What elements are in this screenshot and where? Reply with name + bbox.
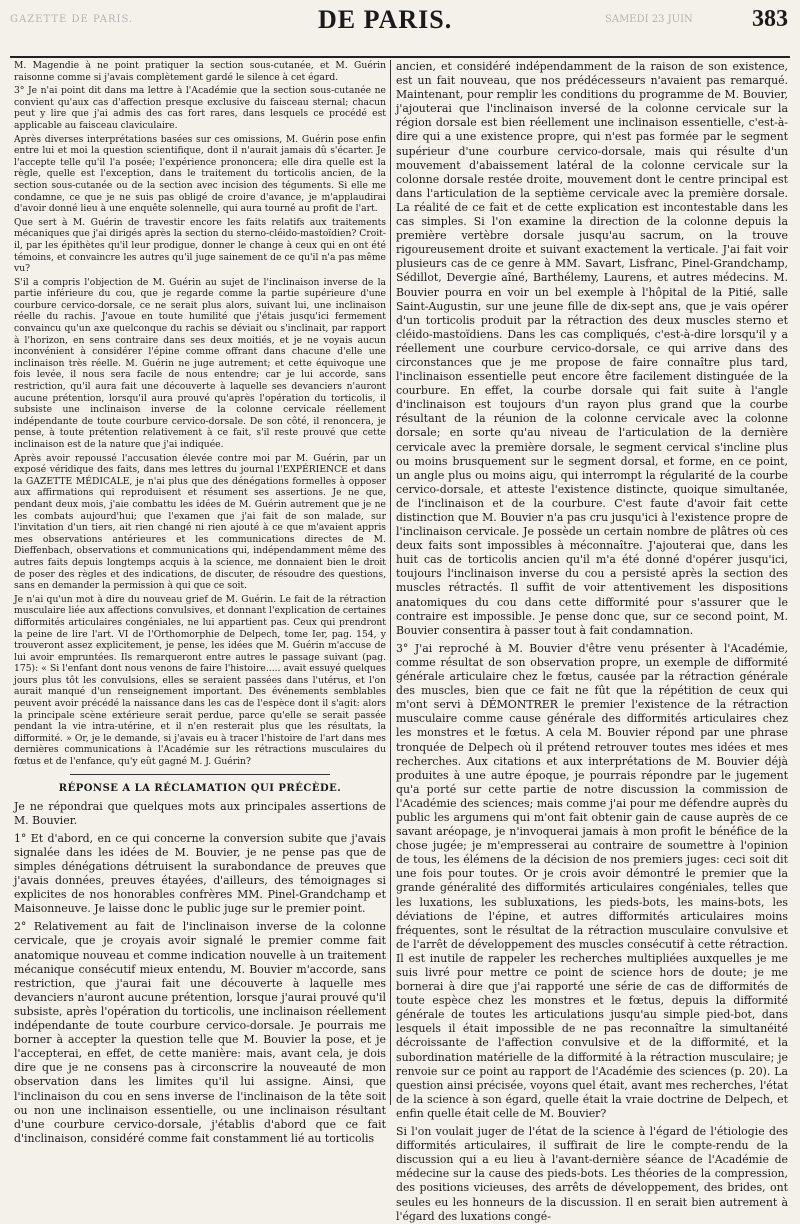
left-small-paragraph: Après avoir repoussé l'accusation élevée contre moi par M. Guérin, par un exposé véridique des faits, dans mes lettres du journal l'EXPÉRIENCE et dans la GAZETTE MÉDICALE, je n'ai plus que des dénégations formelles à opposer aux affirmations qui reproduisent et résument ses assertions. Je ne que, pendant deux mois, j'aie combattu les idées de M. Guérin autrement que je ne les combats aujourd'hui; que l'examen que j'ai fait de son malade, sur l'invitation d'un tiers, ait rien changé ni rien ajouté à ce que m'avaient appris mes observations antérieures et les communications directes de M. Dieffenbach, observations et communications qui, indépendamment même des autres faits depuis longtemps acquis à la science, me donnaient bien le droit de poser des règles et des indications, de discuter, de résoudre des questions, sans en demander la permission à qui que ce soit. <box>14 452 386 592</box>
left-small-paragraph: S'il a compris l'objection de M. Guérin au sujet de l'inclinaison inverse de la partie inférieure du cou, que je regarde comme la partie supérieure d'une courbure cervico-dorsale, ce ne serait plus alors, suivant lui, une inclinaison réelle du rachis. J'avoue en toute humilité que j'étais jusqu'ici fermement convaincu qu'un axe quelconque du rachis se déviait ou s'inclinait, par rapport à l'horizon, en sens contraire dans ses deux moitiés, et je ne voyais aucun inconvénient à considérer l'épine comme offrant dans chacune d'elle une inclinaison très réelle. M. Guérin ne juge autrement; et cette équivoque une fois levée, il nous sera facile de nous entendre; car je lui accorde, sans restriction, qu'il aura fait une découverte à laquelle ses devanciers n'auront aucune prétention, lorsqu'il aura prouvé qu'après l'opération du torticolis, il subsiste une inclinaison inverse de la colonne cervicale réellement indépendante de toute courbure cervico-dorsale. De son côté, il renoncera, je pense, à toute prétention relativement à ce fait, s'il reste prouvé que cette inclinaison est de la nature que j'ai indiquée. <box>14 276 386 450</box>
left-column <box>14 60 386 1145</box>
left-small-paragraph: Je n'ai qu'un mot à dire du nouveau grief de M. Guérin. Le fait de la rétraction musculaire liée aux affections convulsives, et donnant l'explication de certaines difformités articulaires congéniales, ne lui appartient pas. Ceux qui prendront la peine de lire l'art. VI de l'Orthomorphie de Delpech, tome Ier, pag. 154, y trouveront assez explicitement, je pense, les idées que M. Guérin m'accuse de lui avoir empruntées. Ils remarqueront entre autres le passage suivant (pag. 175): « Si l'enfant dont nous venons de faire l'histoire..... avait essuyé quelques jours plus tôt les convulsions, elles se seraient passées dans l'utérus, et l'on aurait manqué d'un renseignement important. Des événements semblables peuvent avoir précédé la naissance dans les cas de l'espèce dont il s'agit: alors la principale scène extérieure serait perdue, parce qu'elle se serait passée pendant la vie intra-utérine, et il n'en resterait plus que les résultats, la difformité. » Or, je le demande, si j'avais eu à tracer l'histoire de l'art dans mes dernières communications à l'Académie sur les rétractions musculaires du fœtus et de l'enfance, qu'y eût gagné M. J. Guérin? <box>14 593 386 768</box>
header-rule <box>10 56 790 58</box>
column-divider <box>390 60 391 1105</box>
left-small-paragraph: Après diverses interprétations basées sur ces omissions, M. Guérin pose enfin entre lui et moi la question scientifique, dont il n'aurait jamais dû s'écarter. Je l'accepte telle qu'il l'a posée; l'expérience prononcera; elle dira quelle est la règle, quelle est l'exception, dans le traitement du torticolis ancien, de la section sous-cutanée ou de la section avec incision des téguments. Si elle me condamne, ce que je ne suis pas obligé de croire d'avance, je m'applaudirai d'avoir donné lieu à une enquête solennelle, qui aura tourné au profit de l'art. <box>14 133 386 215</box>
right-paragraph: ancien, et considéré indépendamment de la raison de son existence, est un fait nouveau, que nos prédécesseurs n'avaient pas remarqué. Maintenant, pour remplir les conditions du programme de M. Bouvier, j'ajouterai que l'inclinaison inversé de la colonne cervicale sur la région dorsale est bien réellement une inclinaison essentielle, c'est-à-dire qui a une existence propre, qui n'est pas formée par le segment supérieur d'une courbure cervico-dorsale, mais qui résulte d'un mouvement d'abaissement latéral de la colonne cervicale sur la colonne dorsale restée droite, mouvement dont le centre principal est dans l'articulation de la septième cervicale avec la première dorsale. La réalité de ce fait et de cette explication est incontestable dans les cas simples. Si l'on examine la direction de la colonne depuis la première vertèbre dorsale jusqu'au sacrum, on la trouve rigoureusement droite et suivant exactement la verticale. J'ai fait voir plusieurs cas de ce genre à MM. Savart, Lisfranc, Pinel-Grandchamp, Sédillot, Devergie aîné, Barthélemy, Laurens, et autres médecins. M. Bouvier pourra en voir un bel exemple à l'hôpital de la Pitié, salle Saint-Augustin, sur une jeune fille de dix-sept ans, que je vais opérer d'un torticolis produit par la rétraction des deux muscles sterno et cléido-mastoïdiens. Dans les cas compliqués, c'est-à-dire lorsqu'il y a réellement une courbure cervico-dorsale, ce qui arrive dans des circonstances que je me propose de faire connaître plus tard, l'inclinaison essentielle peut encore être facilement distinguée de la courbure. En effet, la courbe dorsale qui fait suite à l'angle d'inclinaison est toujours d'un rayon plus grand que la courbe résultant de la réunion de la colonne cervicale avec la colonne dorsale; en sorte qu'au niveau de l'articulation de la dernière cervicale avec la première dorsale, le segment cervical s'incline plus ou moins brusquement sur le segment dorsal, et forme, en ce point, un angle plus ou moins aigu, qui interrompt la régularité de la courbe cervico-dorsale, et atteste l'existence distincte, quoique simultanée, de l'inclinaison et de la courbure. C'est faute d'avoir fait cette distinction que M. Bouvier n'a pas cru jusqu'ici à l'existence propre de l'inclinaison cervicale. Je possède un certain nombre de plâtres où ces deux faits sont impossibles à méconnaître. J'ajouterai que, dans les huit cas de torticolis ancien qu'il m'a été donné d'opérer jusqu'ici, toujours l'inclinaison inverse du cou a persisté après la section des muscles rétractés. Il suffit de voir attentivement les dispositions anatomiques du cou dans cette difformité pour s'assurer que le contraire est impossible. Je pense donc que, sur ce second point, M. Bouvier consentira à passer tout à fait condamnation. <box>396 60 788 637</box>
masthead-title: DE PARIS. <box>318 5 453 34</box>
reply-heading: RÉPONSE A LA RÉCLAMATION QUI PRÉCÈDE. <box>58 782 342 794</box>
bleed-through-date: SAMEDI 23 JUIN <box>605 14 693 25</box>
left-small-paragraph: M. Magendie à ne point pratiquer la section sous-cutanée, et M. Guérin raisonne comme si j'avais complètement gardé le silence à cet égard. <box>14 60 386 83</box>
left-small-paragraph: 3° Je n'ai point dit dans ma lettre à l'Académie que la section sous-cutanée ne convient qu'aux cas d'affection presque exclusive du faisceau sternal; chacun peut y lire que j'ai admis des cas fort rares, dans lesquels ce procédé est applicable au faisceau claviculaire. <box>14 85 386 131</box>
right-paragraph: Si l'on voulait juger de l'état de la science à l'égard de l'étiologie des difformités articulaires, il suffirait de lire le compte-rendu de la discussion qui a eu lieu à l'avant-dernière séance de l'Académie de médecine sur la cause des pieds-bots. Les théories de la compression, des positions vicieuses, des arrêts de développement, des brides, ont seules eu les honneurs de la discussion. Il en serait bien autrement à l'égard des luxations congé- <box>396 1125 788 1223</box>
page-header <box>0 0 800 56</box>
right-column <box>396 60 788 1223</box>
reply-paragraph: 2° Relativement au fait de l'inclinaison inverse de la colonne cervicale, que je croyais avoir signalé le premier comme fait anatomique nouveau et comme indication nouvelle à un traitement mécanique consécutif mieux entendu, M. Bouvier m'accorde, sans restriction, que j'aurai fait une découverte à laquelle mes devanciers n'auront aucune prétention, lorsque j'aurai prouvé qu'il subsiste, après l'opération du torticolis, une inclinaison réellement indépendante de toute courbure cervico-dorsale. Je pourrais me borner à accepter la question telle que M. Bouvier la pose, et je l'accepterai, en effet, de cette manière: mais, avant cela, je dois dire que je ne consens pas à circonscrire la nouveauté de mon observation dans les limites qu'il lui assigne. Ainsi, que l'inclinaison du cou en sens inverse de l'inclinaison de la tête soit ou non une inclinaison essentielle, ou une inclinaison résultant d'une courbure cervico-dorsale, j'établis d'abord que ce fait d'inclinaison, considéré comme fait constamment lié au torticolis <box>14 920 386 1145</box>
page-number: 383 <box>752 6 788 32</box>
left-small-paragraph: Que sert à M. Guérin de travestir encore les faits relatifs aux traitements mécaniques que j'ai dirigés après la section du sterno-cléido-mastoïdien? Croit-il, par les épithètes qu'il leur prodigue, donner le change à ceux qui en ont été témoins, et convaincre les autres qu'il juge sainement de ce qu'il n'a pas même vu? <box>14 216 386 275</box>
right-paragraph: 3° J'ai reproché à M. Bouvier d'être venu présenter à l'Académie, comme résultat de son observation propre, un exemple de difformité générale articulaire chez le fœtus, causée par la rétraction générale des muscles, bien que ce fait ne fût que la répétition de ceux qui m'ont servi à DÉMONTRER le premier l'existence de la rétraction musculaire comme cause générale des difformités articulaires chez les monstres et le fœtus. A cela M. Bouvier répond par une phrase tronquée de Delpech où il prétend retrouver toutes mes idées et mes recherches. Aux citations et aux interprétations de M. Bouvier déjà produites à une autre époque, je pourrais répondre par le jugement qu'a porté sur cette partie de notre discussion la commission de l'Académie des sciences; mais comme j'ai pour me défendre auprès du public les argumens qui m'ont fait obtenir gain de cause auprès de ce savant aréopage, je n'invoquerai jamais à mon profit le bénéfice de la chose jugée; je m'empresserai au contraire de soumettre à l'opinion de tous, les élémens de la décision de nos premiers juges: ceci soit dit une fois pour toutes. Or je crois avoir démontré le premier que la grande généralité des difformités articulaires congéniales, telles que les luxations, les subluxations, les pieds-bots, les mains-bots, les déviations de l'épine, et autres difformités articulaires moins fréquentes, sont le résultat de la rétraction musculaire convulsive et de l'arrêt de développement des muscles consécutif à cette rétraction. Il est inutile de rappeler les recherches multipliées auxquelles je me suis livré pour mettre ce point de science hors de doute; je me bornerai à dire que j'ai rapporté une série de cas de difformités de toute espèce chez les monstres et le fœtus, depuis la difformité générale de toutes les articulations jusqu'au simple pied-bot, dans lesquels il était impossible de ne pas reconnaître la simultanéité décroissante de l'affection convulsive et de la difformité, et la subordination matérielle de la difformité à la rétraction musculaire; je renvoie sur ce point au rapport de l'Académie des sciences (p. 20). La question ainsi précisée, voyons quel était, avant mes recherches, l'état de la science à son égard, quelle était la vraie doctrine de Delpech, et enfin quelle était celle de M. Bouvier? <box>396 641 788 1120</box>
reply-paragraph: Je ne répondrai que quelques mots aux principales assertions de M. Bouvier. <box>14 799 386 827</box>
bleed-through-masthead-left: GAZETTE DE PARIS. <box>10 14 134 25</box>
section-separator <box>70 774 330 775</box>
reply-paragraph: 1° Et d'abord, en ce qui concerne la conversion subite que j'avais signalée dans les idées de M. Bouvier, je ne pense pas que de simples dénégations détruisent la surabondance de preuves que j'avais données, preuves étayées, d'ailleurs, des témoignages si explicites de nos honorables confrères MM. Pinel-Grandchamp et Maisonneuve. Je laisse donc le public juge sur le premier point. <box>14 831 386 916</box>
